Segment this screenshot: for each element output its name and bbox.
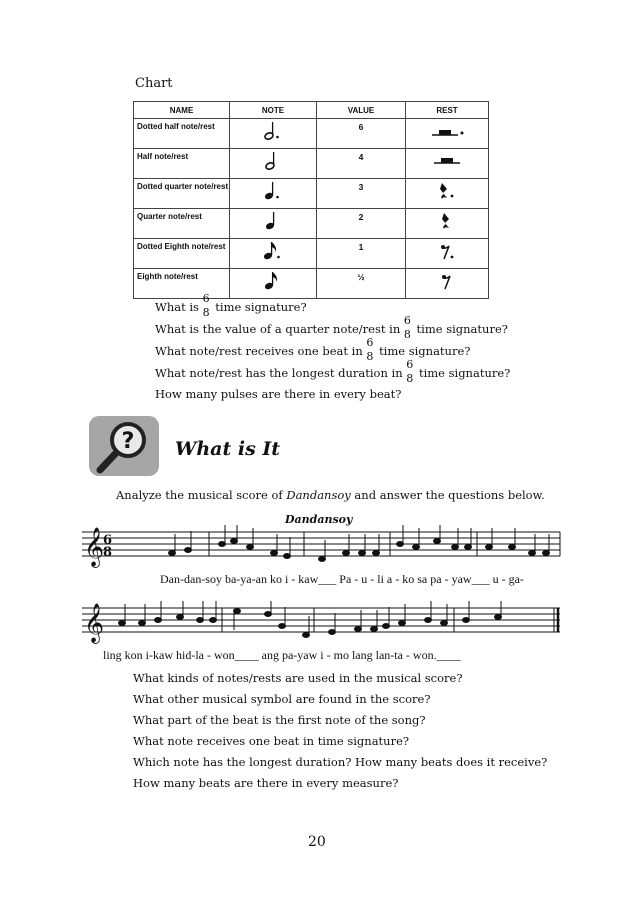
row-name: Half note/rest	[134, 149, 230, 179]
question-5	[155, 387, 401, 401]
question-text: What is	[155, 300, 199, 314]
half-rest-icon	[406, 149, 489, 179]
time-signature	[202, 292, 212, 319]
section-title: What is It	[175, 438, 281, 460]
header-value: VALUE	[317, 102, 406, 119]
ts-bottom: 8	[366, 350, 374, 363]
row-name: Quarter note/rest	[134, 209, 230, 239]
lyrics-line-2: ling kon i-kaw hid-la - won____ ang pa-yaw i - mo lang lan-ta - won.____	[103, 648, 461, 662]
row-value: 1	[317, 239, 406, 269]
question-9: What note receives one beat in time signature?	[133, 734, 410, 748]
dotted-eighth-rest-icon	[406, 239, 489, 269]
ts-bottom: 8	[406, 372, 414, 385]
svg-text:?: ?	[121, 429, 135, 454]
question-11: How many beats are there in every measure?	[133, 776, 399, 790]
header-note: NOTE	[230, 102, 317, 119]
table-row	[134, 269, 489, 299]
intro-song: Dandansoy	[286, 488, 351, 502]
table-row	[134, 239, 489, 269]
ts-top: 6	[406, 358, 414, 371]
header-name: NAME	[134, 102, 230, 119]
eighth-note-icon	[230, 269, 317, 299]
question-text: time signature?	[418, 366, 511, 380]
question-text: time signature?	[379, 344, 471, 358]
quarter-rest-icon	[406, 209, 489, 239]
page-number: 20	[308, 834, 326, 850]
intro-before: Analyze the musical score of	[116, 488, 287, 502]
question-text: What is the value of a quarter note/rest in	[155, 322, 401, 336]
question-text: What note/rest receives one beat in	[155, 344, 363, 358]
row-name: Dotted quarter note/rest	[134, 179, 230, 209]
ts-top: 6	[202, 292, 210, 305]
question-text: How many pulses are there in every beat?	[155, 387, 402, 401]
half-note-icon	[230, 149, 317, 179]
chart-label: Chart	[135, 76, 173, 91]
staff-line-1	[82, 522, 562, 570]
table-row	[134, 209, 489, 239]
treble-clef-icon: 𝄞	[84, 527, 105, 567]
ts-bottom: 8	[403, 328, 411, 341]
question-text: time signature?	[215, 300, 307, 314]
dotted-quarter-rest-icon	[406, 179, 489, 209]
question-10: Which note has the longest duration? How many beats does it receive?	[133, 755, 548, 769]
magnifier-question-icon	[88, 415, 160, 477]
time-signature	[366, 336, 375, 363]
svg-text:8: 8	[103, 545, 113, 560]
question-8: What part of the beat is the first note of the song?	[133, 713, 426, 727]
table-row	[134, 149, 489, 179]
row-value: 6	[317, 119, 406, 149]
row-name: Dotted half note/rest	[134, 119, 230, 149]
question-4	[155, 358, 511, 385]
intro-after: and answer the questions below.	[350, 488, 545, 502]
row-value: 3	[317, 179, 406, 209]
question-text: What note/rest has the longest duration in	[155, 366, 403, 380]
row-value: 4	[317, 149, 406, 179]
time-signature	[406, 358, 415, 385]
row-value: ½	[317, 269, 406, 299]
ts-bottom: 8	[202, 306, 210, 319]
ts-top: 6	[366, 336, 374, 349]
treble-clef-icon: 𝄞	[84, 603, 105, 643]
lyrics-line-1: Dan-dan-soy ba-ya-an ko i - kaw___ Pa - u - li a - ko sa pa - yaw___ u - ga-	[160, 572, 524, 586]
quarter-note-icon	[230, 209, 317, 239]
header-rest: REST	[406, 102, 489, 119]
table-row	[134, 119, 489, 149]
note-rest-table	[133, 101, 489, 299]
eighth-rest-icon	[406, 269, 489, 299]
ts-top: 6	[403, 314, 411, 327]
dotted-eighth-note-icon	[230, 239, 317, 269]
time-signature	[403, 314, 413, 341]
question-7: What other musical symbol are found in the score?	[133, 692, 431, 706]
row-name: Eighth note/rest	[134, 269, 230, 299]
question-3	[155, 336, 471, 363]
question-2	[155, 314, 508, 341]
score-title: Dandansoy	[285, 513, 353, 526]
intro-text	[116, 488, 545, 502]
dotted-quarter-note-icon	[230, 179, 317, 209]
question-6: What kinds of notes/rests are used in the musical score?	[133, 671, 463, 685]
row-value: 2	[317, 209, 406, 239]
row-name: Dotted Eighth note/rest	[134, 239, 230, 269]
table-row	[134, 179, 489, 209]
dotted-half-note-icon	[230, 119, 317, 149]
question-text: time signature?	[416, 322, 508, 336]
svg-text:6: 6	[103, 533, 113, 548]
dotted-half-rest-icon	[406, 119, 489, 149]
staff-line-2	[82, 598, 562, 646]
table-header-row	[134, 102, 489, 119]
question-1	[155, 292, 307, 319]
